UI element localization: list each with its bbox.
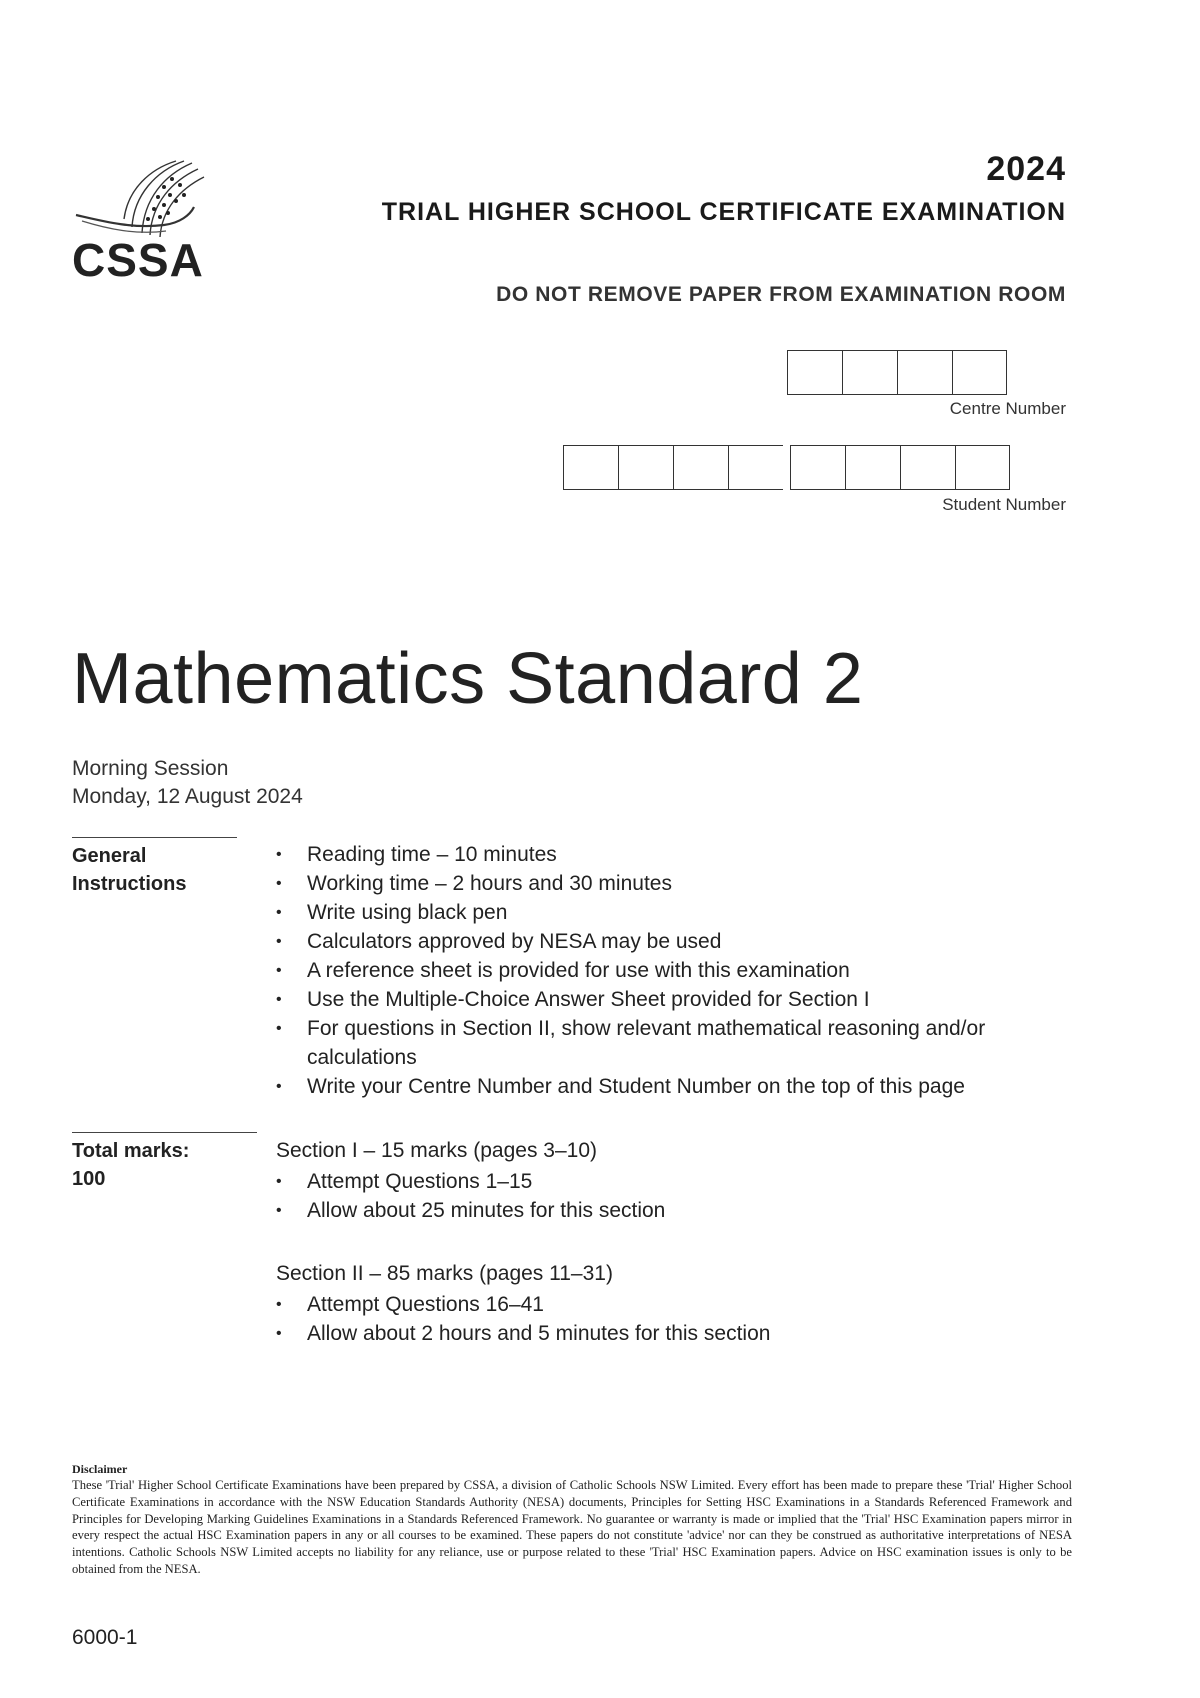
student-number-box[interactable] [618, 445, 673, 490]
logo-text: CSSA [72, 234, 204, 286]
list-item: • Write your Centre Number and Student Number on the top of this page [276, 1072, 1096, 1101]
list-item: • Calculators approved by NESA may be used [276, 927, 1096, 956]
exam-year: 2024 [986, 150, 1066, 188]
list-item: • Write using black pen [276, 898, 1096, 927]
disclaimer-title: Disclaimer [72, 1462, 128, 1476]
exam-title: TRIAL HIGHER SCHOOL CERTIFICATE EXAMINATION [381, 198, 1066, 226]
section-2-heading: Section II – 85 marks (pages 11–31) [276, 1262, 613, 1285]
list-item: • For questions in Section II, show relevant mathematical reasoning and/or calculations [276, 1014, 997, 1072]
session-info [72, 755, 303, 811]
disclaimer-body: These 'Trial' Higher School Certificate Examinations have been prepared by CSSA, a division of Catholic Schools NSW Limited. Every effort has been made to prepare these 'Trial' Higher School Certificate Examinations in accordance with the NSW Education Standards Authority (NESA) documents, Principles for Setting HSC Examinations in a Standards Referenced Framework and Principles for Developing Marking Guidelines Examinations in a Standards Referenced Framework. No guarantee or warranty is made or implied that the 'Trial' HSC Examination papers mirror in every respect the actual HSC Examination papers in any or all courses to be examined. These papers do not constitute 'advice' nor can they be construed as authoritative interpretations of NESA intentions. Catholic Schools NSW Limited accepts no liability for any reliance, use or purpose related to these 'Trial' HSC Examination papers. Advice on HSC examination issues is only to be obtained from the NESA. [72, 1478, 1072, 1576]
student-number-label: Student Number [942, 495, 1066, 514]
centre-number-box[interactable] [897, 350, 952, 395]
label-line: Instructions [72, 873, 187, 895]
total-marks-label [72, 1137, 189, 1193]
student-number-box[interactable] [955, 445, 1010, 490]
list-item: • Reading time – 10 minutes [276, 840, 1096, 869]
centre-number-box[interactable] [952, 350, 1007, 395]
centre-number-box[interactable] [842, 350, 897, 395]
divider [72, 837, 237, 838]
section-1-list [276, 1167, 665, 1225]
student-number-box[interactable] [845, 445, 900, 490]
label-line: General [72, 845, 147, 867]
general-instructions-list [276, 840, 1096, 1101]
student-number-box[interactable] [900, 445, 955, 490]
list-item: • Attempt Questions 1–15 [276, 1167, 665, 1196]
student-number-box[interactable] [790, 445, 845, 490]
section-1-heading: Section I – 15 marks (pages 3–10) [276, 1139, 598, 1162]
list-item: • Allow about 25 minutes for this section [276, 1196, 665, 1225]
student-number-box[interactable] [563, 445, 618, 490]
student-number-boxes[interactable] [563, 445, 1010, 490]
list-item: • Working time – 2 hours and 30 minutes [276, 869, 1096, 898]
box-gap [783, 445, 790, 490]
subject-title: Mathematics Standard 2 [72, 639, 864, 719]
student-number-box[interactable] [673, 445, 728, 490]
centre-number-box[interactable] [787, 350, 842, 395]
list-item: • Allow about 2 hours and 5 minutes for this section [276, 1319, 770, 1348]
divider [72, 1132, 257, 1133]
warning-notice: DO NOT REMOVE PAPER FROM EXAMINATION ROOM [496, 283, 1066, 306]
list-item: • Attempt Questions 16–41 [276, 1290, 770, 1319]
list-item: • Use the Multiple-Choice Answer Sheet provided for Section I [276, 985, 1096, 1014]
cssa-logo [72, 155, 222, 305]
section-2-list [276, 1290, 770, 1348]
label-line: Total marks: [72, 1140, 190, 1162]
label-line: 100 [72, 1168, 106, 1190]
list-item: • A reference sheet is provided for use with this examination [276, 956, 1096, 985]
centre-number-boxes[interactable] [787, 350, 1007, 395]
student-number-box[interactable] [728, 445, 783, 490]
centre-number-label: Centre Number [949, 399, 1066, 418]
session-name: Morning Session [72, 757, 229, 780]
exam-date: Monday, 12 August 2024 [72, 785, 303, 808]
general-instructions-label [72, 842, 186, 898]
paper-code: 6000-1 [72, 1626, 138, 1649]
